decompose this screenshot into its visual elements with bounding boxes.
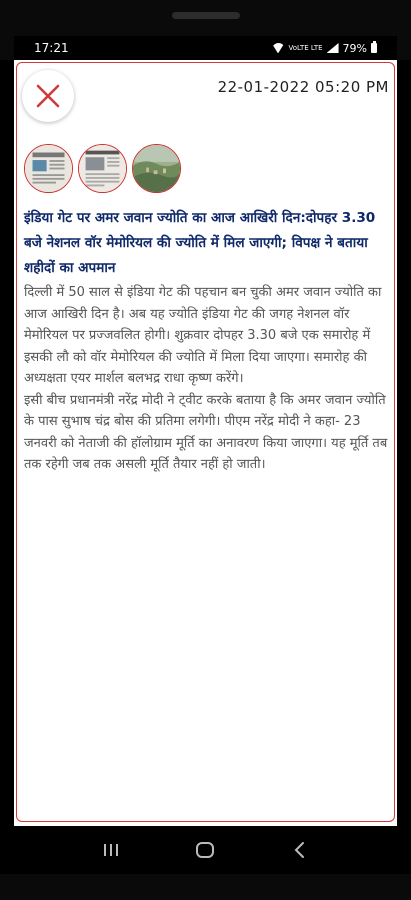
system-navigation-bar: [14, 826, 397, 874]
recent-apps-icon: [103, 843, 119, 857]
close-icon: [35, 83, 61, 109]
close-button[interactable]: [22, 70, 74, 122]
wifi-icon: [272, 43, 285, 53]
back-button[interactable]: [280, 835, 320, 865]
newspaper-page-icon: [25, 145, 72, 192]
status-time: 17:21: [34, 41, 69, 55]
signal-icon: [327, 43, 339, 53]
thumbnail-1[interactable]: [24, 144, 73, 193]
status-bar: [14, 36, 397, 60]
thumbnail-strip: [24, 144, 181, 193]
article-paragraph-1: दिल्ली में 50 साल से इंडिया गेट की पहचान बन चुकी अमर जवान ज्योति का आज आखिरी दिन है। अब यह ज्योति इंडिया गेट की जगह नेशनल वॉर मेमोरियल पर प्रज्जवलित होगी। शुक्रवार दोपहर 3.30 बजे एक समारोह में इसकी लौ को वॉर मेमोरियल की ज्योति में मिला दिया जाएगा। समारोह की अध्यक्षता एयर मार्शल बलभद्र राधा कृष्ण करेंगे।: [24, 285, 382, 386]
article-datetime: 22-01-2022 05:20 PM: [217, 78, 389, 96]
phone-bezel-bottom: [0, 874, 411, 900]
newspaper-page-icon: [79, 145, 126, 192]
article-headline: इंडिया गेट पर अमर जवान ज्योति का आज आखिरी दिन:दोपहर 3.30 बजे नेशनल वॉर मेमोरियल की ज्योति में मिल जाएगी; विपक्ष ने बताया शहीदों का अपमान: [24, 210, 376, 276]
article-body: [24, 282, 390, 476]
home-icon: [195, 840, 215, 860]
back-icon: [293, 841, 307, 859]
earpiece-speaker: [172, 12, 240, 19]
app-screen: [14, 60, 397, 826]
battery-icon: [371, 43, 377, 53]
article-paragraph-2: इसी बीच प्रधानमंत्री नरेंद्र मोदी ने ट्वीट करके बताया है कि अमर जवान ज्योति के पास सुभाष चंद्र बोस की प्रतिमा लगेगी। पीएम नरेंद्र मोदी ने कहा- 23 जनवरी को नेताजी की हॉलोग्राम मूर्ति का अनावरण किया जाएगा। यह मूर्ति तब तक रहेगी जब तक असली मूर्ति तैयार नहीं हो जाती।: [24, 392, 388, 472]
thumbnail-2[interactable]: [78, 144, 127, 193]
landscape-photo-icon: [133, 145, 180, 192]
status-icons: [272, 42, 377, 55]
home-button[interactable]: [185, 835, 225, 865]
network-label: VoLTE LTE: [288, 44, 323, 52]
battery-percent: 79%: [342, 41, 367, 55]
recent-apps-button[interactable]: [91, 835, 131, 865]
thumbnail-3[interactable]: [132, 144, 181, 193]
